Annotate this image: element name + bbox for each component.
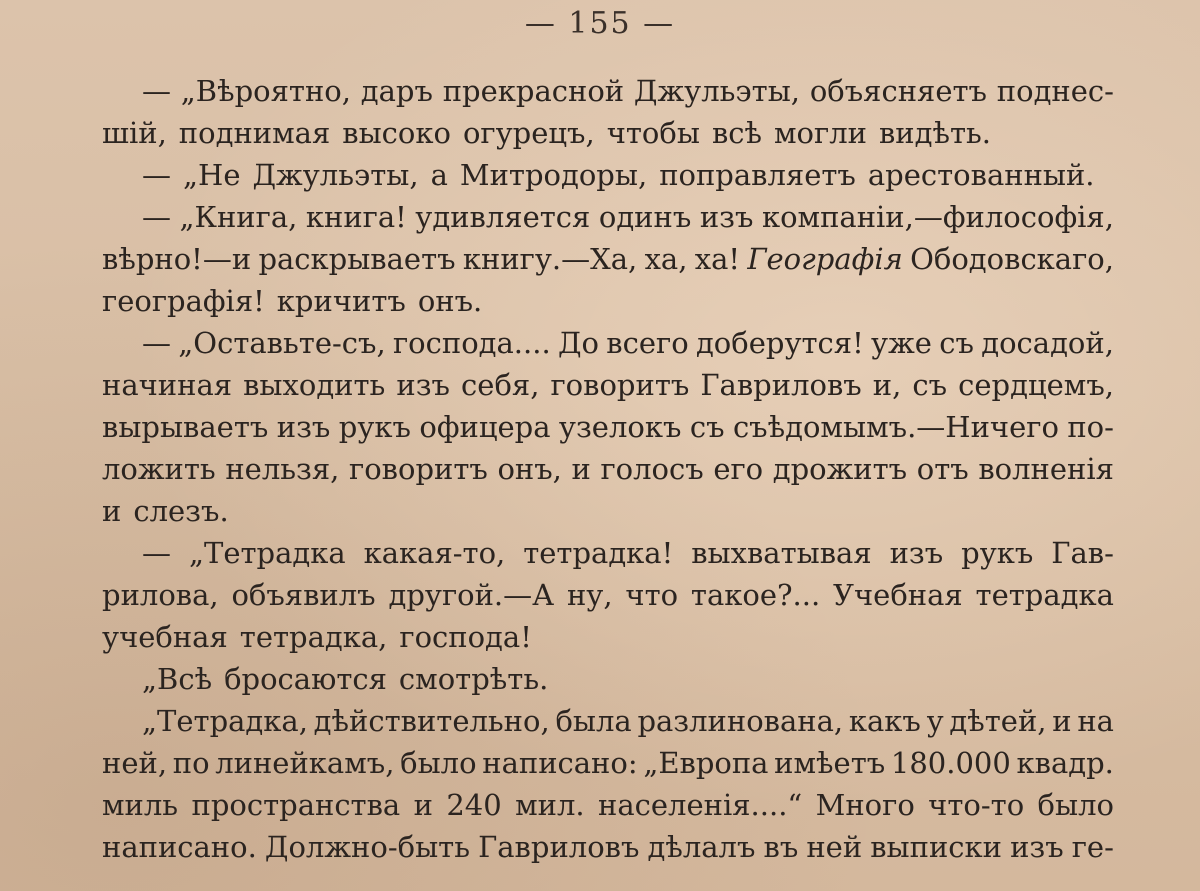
word: себя, [461,368,540,402]
word: что [625,578,679,612]
word: рилова, [102,578,219,612]
word: шій, [102,116,167,150]
word: господа.... [392,326,551,360]
word: раскрываетъ [258,242,456,276]
word: линейкамъ, [215,746,395,780]
word: говоритъ [349,452,488,486]
word: голосъ [600,452,704,486]
word: Джульэты, [252,158,419,192]
page-number: — 155 — [524,6,676,41]
word: была [555,704,632,738]
word: Должно-быть [264,830,470,864]
word: а [430,158,448,192]
word: Джульэты, [633,74,801,108]
word: Ободовскаго, [910,242,1114,276]
word: другой.—А [388,578,555,612]
word: высоко [342,116,451,150]
word: рукъ [961,536,1034,570]
word: выходить [243,368,386,402]
word: Гавриловъ [700,368,862,402]
word: выписки [870,830,1002,864]
word: ха, [644,242,688,276]
word: дѣтей, [949,704,1047,738]
word: отъ [916,452,969,486]
word: Митродоры, [459,158,648,192]
word: могли [774,116,867,150]
word: населенія....“ [598,788,803,822]
text-line [102,196,1114,238]
word: изъ [699,200,754,234]
word: говоритъ [550,368,690,402]
word: видѣть. [878,116,992,150]
word: всѣ [711,116,762,150]
word: поправляетъ [659,158,856,192]
text-line [102,574,1114,616]
word: — [142,536,171,570]
word: ложить [102,452,216,486]
word: разлинована, [637,704,844,738]
word: учебная [102,620,228,654]
word: Много [815,788,915,822]
word: „Тетрадка [188,536,346,570]
text-line [102,112,1114,154]
word: арестованный. [867,158,1095,192]
word: 180.000 [890,746,1011,780]
word: даръ [360,74,433,108]
word: такое?... [690,578,821,612]
word: въ [763,830,799,864]
word: — [142,158,171,192]
text-line [102,532,1114,574]
word: — [142,326,171,360]
word: „Книга, [179,200,298,234]
word: ней [806,830,863,864]
word: ха! [694,242,741,276]
word: по- [1067,410,1114,444]
word: — [142,74,171,108]
word: выхватывая [691,536,872,570]
word: одинъ [598,200,692,234]
word: прекрасной [442,74,625,108]
word: изъ [1010,830,1064,864]
word: бросаются [224,662,387,696]
word: поднес- [996,74,1114,108]
text-line [102,70,1114,112]
body-text [102,70,1114,868]
word: объявилъ [231,578,376,612]
word: географія! [102,284,265,318]
word: 240 [446,788,502,822]
word: удивляется [415,200,591,234]
word: было [400,746,477,780]
word: объясняетъ [809,74,987,108]
word: — [142,200,171,234]
word: и, [872,368,902,402]
word: онъ. [417,284,483,318]
word: изъ [276,410,331,444]
word: дрожитъ [772,452,908,486]
word: пространства [191,788,401,822]
word: дѣлалъ [647,830,756,864]
text-line [102,616,1114,658]
word: начиная [102,368,233,402]
word: и [571,452,591,486]
word: чтобы [606,116,700,150]
word: изъ [889,536,944,570]
text-line [102,490,1114,532]
word: уже [871,326,932,360]
text-line [102,322,1114,364]
word: тетрадка! [523,536,674,570]
text-line [102,448,1114,490]
word: рукъ [338,410,411,444]
text-line [102,784,1114,826]
word: изъ [396,368,450,402]
word: на [1077,704,1114,738]
word: нельзя, [225,452,340,486]
word: его [713,452,764,486]
word: и [1052,704,1072,738]
word: узелокъ [558,410,682,444]
text-line [102,742,1114,784]
word: вѣрно!—и [102,242,252,276]
word: всего [606,326,689,360]
word: книга! [305,200,407,234]
word: книгу.—Ха, [462,242,638,276]
word: и [413,788,433,822]
word: „Европа [643,746,769,780]
word: „Всѣ [142,662,213,696]
word: поднимая [178,116,331,150]
word: съѣдомымъ.—Ничего [732,410,1059,444]
text-line [102,364,1114,406]
word: досадой, [981,326,1114,360]
word: смотрѣть. [398,662,549,696]
word: волненія [978,452,1114,486]
word: квадр. [1016,746,1114,780]
word: Гав- [1051,536,1114,570]
word: ну, [566,578,613,612]
word: съ [939,326,974,360]
word: Учебная [833,578,963,612]
word: офицера [419,410,551,444]
word: слезъ. [133,494,229,528]
word: съ [689,410,725,444]
text-line [102,658,1114,700]
word: какъ [848,704,921,738]
word: написано: [482,746,638,780]
word: написано. [102,830,257,864]
word: онъ, [497,452,562,486]
word: по [172,746,210,780]
word: „Вѣроятно, [180,74,351,108]
word: „Тетрадка, [142,704,308,738]
word: какая-то, [363,536,506,570]
text-line [102,826,1114,868]
word: что-то [928,788,1025,822]
word: Географія [747,242,903,276]
word: Гавриловъ [478,830,640,864]
word: господа! [399,620,532,654]
word: огурецъ, [462,116,595,150]
word: ней, [102,746,168,780]
word: имѣетъ [774,746,886,780]
text-line [102,154,1114,196]
word: съ [912,368,948,402]
word: „Оставьте-съ, [178,326,386,360]
text-line [102,238,1114,280]
text-line [102,700,1114,742]
word: и [102,494,122,528]
word: тетрадка, [239,620,388,654]
word: компаніи,—философія, [761,200,1114,234]
word: кричитъ [276,284,406,318]
word: сердцемъ, [958,368,1114,402]
text-line [102,406,1114,448]
word: миль [102,788,179,822]
word: ге- [1071,830,1114,864]
word: вырываетъ [102,410,269,444]
word: мил. [515,788,585,822]
word: у [926,704,944,738]
word: тетрадка [975,578,1114,612]
word: До [557,326,599,360]
word: доберутся! [695,326,864,360]
text-line [102,280,1114,322]
word: было [1037,788,1114,822]
word: дѣйствительно, [313,704,550,738]
word: „Не [183,158,241,192]
